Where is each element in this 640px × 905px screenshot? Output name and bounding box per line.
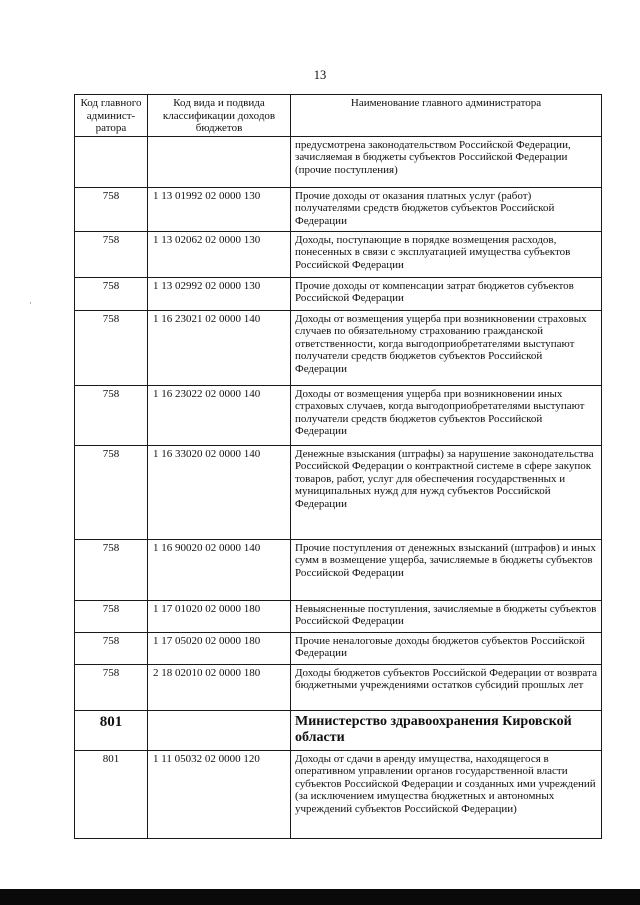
admin-code-cell: 758 — [75, 385, 148, 445]
income-code-cell — [148, 710, 291, 750]
admin-code-cell: 758 — [75, 445, 148, 539]
income-code-cell: 2 18 02010 02 0000 180 — [148, 664, 291, 710]
admin-name-cell: Прочие поступления от денежных взысканий (штрафов) и иных сумм в возмещение ущерба, зачисляемые в бюджеты субъектов Российской Федерации — [291, 539, 602, 600]
admin-name-cell: Доходы от возмещения ущерба при возникновении страховых случаев по обязательному страхованию гражданской ответственности, когда выгодоприобретателями выступают получатели средств бюджетов субъектов Российской Федерации — [291, 310, 602, 385]
administrators-table — [74, 94, 602, 839]
income-code-cell: 1 16 33020 02 0000 140 — [148, 445, 291, 539]
admin-name-cell: Доходы от сдачи в аренду имущества, находящегося в оперативном управлении органов государственной власти субъектов Российской Федерации и созданных ими учреждений (за исключением имущества бюджетных и автономных учреждений субъектов Российской Федерации) — [291, 750, 602, 838]
admin-name-cell: Денежные взыскания (штрафы) за нарушение законодательства Российской Федерации о контрактной системе в сфере закупок товаров, работ, услуг для обеспечения государственных и муниципальных нужд для нужд субъектов Российской Федерации — [291, 445, 602, 539]
table-row — [75, 632, 602, 664]
income-code-cell — [148, 136, 291, 187]
table-row — [75, 664, 602, 710]
table-row — [75, 385, 602, 445]
income-code-cell: 1 16 90020 02 0000 140 — [148, 539, 291, 600]
ministry-name-cell: Министерство здравоохранения Кировской области — [291, 710, 602, 750]
table-row — [75, 231, 602, 277]
admin-code-cell: 758 — [75, 539, 148, 600]
admin-code-cell: 758 — [75, 231, 148, 277]
admin-code-cell — [75, 136, 148, 187]
header-income-code: Код вида и подвида классификации доходов бюджетов — [148, 95, 291, 137]
admin-code-cell: 758 — [75, 632, 148, 664]
admin-code-cell: 758 — [75, 187, 148, 231]
table-row — [75, 600, 602, 632]
page-number: 13 — [313, 68, 327, 82]
income-code-cell: 1 13 01992 02 0000 130 — [148, 187, 291, 231]
table-row — [75, 539, 602, 600]
header-admin-code: Код главного админист-ратора — [75, 95, 148, 137]
income-code-cell: 1 11 05032 02 0000 120 — [148, 750, 291, 838]
table-row — [75, 310, 602, 385]
table-row — [75, 277, 602, 310]
admin-code-cell: 758 — [75, 600, 148, 632]
admin-name-cell: Прочие доходы от оказания платных услуг (работ) получателями средств бюджетов субъектов Российской Федерации — [291, 187, 602, 231]
admin-name-cell: предусмотрена законодательством Российской Федерации, зачисляемая в бюджеты субъектов Российской Федерации (прочие поступления) — [291, 136, 602, 187]
admin-name-cell: Невыясненные поступления, зачисляемые в бюджеты субъектов Российской Федерации — [291, 600, 602, 632]
table-header-row — [75, 95, 602, 137]
admin-name-cell: Прочие неналоговые доходы бюджетов субъектов Российской Федерации — [291, 632, 602, 664]
admin-name-cell: Доходы, поступающие в порядке возмещения расходов, понесенных в связи с эксплуатацией имущества субъектов Российской Федерации — [291, 231, 602, 277]
income-code-cell: 1 13 02992 02 0000 130 — [148, 277, 291, 310]
table-row — [75, 136, 602, 187]
admin-code-cell: 758 — [75, 277, 148, 310]
table-row — [75, 750, 602, 838]
admin-name-cell: Доходы бюджетов субъектов Российской Федерации от возврата бюджетными учреждениями остатков субсидий прошлых лет — [291, 664, 602, 710]
ministry-section-row — [75, 710, 602, 750]
income-code-cell: 1 16 23021 02 0000 140 — [148, 310, 291, 385]
margin-mark: · — [29, 298, 32, 308]
income-code-cell: 1 16 23022 02 0000 140 — [148, 385, 291, 445]
income-code-cell: 1 13 02062 02 0000 130 — [148, 231, 291, 277]
ministry-code-cell: 801 — [75, 710, 148, 750]
admin-name-cell: Прочие доходы от компенсации затрат бюджетов субъектов Российской Федерации — [291, 277, 602, 310]
admin-code-cell: 758 — [75, 664, 148, 710]
income-code-cell: 1 17 01020 02 0000 180 — [148, 600, 291, 632]
table-row — [75, 445, 602, 539]
admin-code-cell: 801 — [75, 750, 148, 838]
admin-name-cell: Доходы от возмещения ущерба при возникновении иных страховых случаев, когда выгодоприобретателями выступают получатели средств бюджетов субъектов Российской Федерации — [291, 385, 602, 445]
table-row — [75, 187, 602, 231]
scan-edge-bar — [0, 889, 640, 905]
admin-code-cell: 758 — [75, 310, 148, 385]
header-admin-name: Наименование главного администратора — [291, 95, 602, 137]
income-code-cell: 1 17 05020 02 0000 180 — [148, 632, 291, 664]
